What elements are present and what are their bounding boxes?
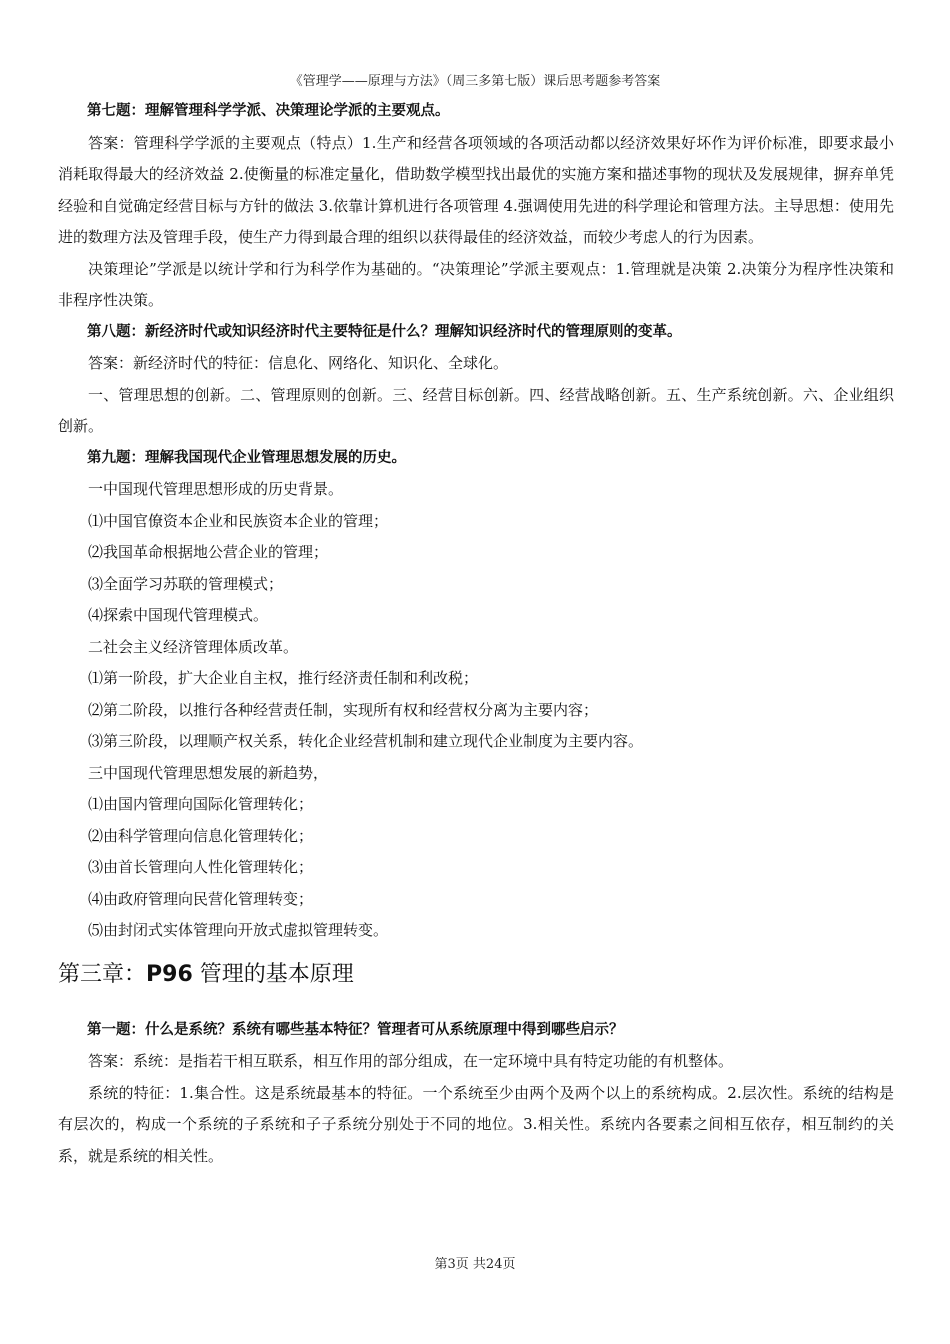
list-item: 二社会主义经济管理体质改革。 — [88, 637, 299, 656]
list-item: ⑵第二阶段，以推行各种经营责任制，实现所有权和经营权分离为主要内容； — [88, 700, 599, 719]
question-9-title: 第九题：理解我国现代企业管理思想发展的历史。 — [87, 449, 406, 466]
chapter-prefix: 第三章： — [58, 961, 147, 987]
list-item: ⑷由政府管理向民营化管理转变； — [88, 889, 314, 908]
list-item: ⑵由科学管理向信息化管理转化； — [88, 826, 314, 845]
page-header: 《管理学——原理与方法》（周三多第七版）课后思考题参考答案 — [289, 74, 661, 89]
list-item: ⑵我国革命根据地公营企业的管理； — [88, 543, 329, 561]
list-item: 一中国现代管理思想形成的历史背景。 — [88, 480, 344, 498]
list-item: ⑶全面学习苏联的管理模式； — [88, 574, 284, 593]
list-item: ⑷探索中国现代管理模式。 — [88, 606, 269, 624]
chapter-3-question-1-title: 第一题：什么是系统？系统有哪些基本特征？管理者可从系统原理中得到哪些启示？ — [87, 1021, 624, 1038]
question-7-paragraph-2: 决策理论”学派是以统计学和行为科学作为基础的。“决策理论”学派主要观点：1.管理就是决策 2.决策分为程序性决策和非程序性决策。 — [58, 259, 894, 309]
list-item: ⑴由国内管理向国际化管理转化； — [88, 795, 314, 813]
question-8-answer: 答案：新经济时代的特征：信息化、网络化、知识化、全球化。 — [88, 354, 509, 372]
chapter-page-ref: P96 — [146, 961, 193, 987]
list-item: ⑶第三阶段，以理顺产权关系，转化企业经营机制和建立现代企业制度为主要内容。 — [88, 732, 644, 750]
list-item: ⑴第一阶段，扩大企业自主权，推行经济责任制和利改税； — [88, 669, 479, 687]
list-item: 三中国现代管理思想发展的新趋势， — [88, 763, 329, 782]
chapter-title: 管理的基本原理 — [192, 961, 354, 987]
chapter-3-question-1-answer: 答案：系统：是指若干相互联系，相互作用的部分组成，在一定环境中具有特定功能的有机整体。 — [88, 1052, 734, 1070]
chapter-3-question-1-paragraph-2: 系统的特征：1.集合性。这是系统最基本的特征。一个系统至少由两个及两个以上的系统构成。2.层次性。系统的结构是有层次的，构成一个系统的子系统和子子系统分别处于不同的地位。3.相关性。系统内各要素之间相互依存，相互制约的关系，就是系统的相关性。 — [58, 1083, 894, 1165]
question-8-title: 第八题：新经济时代或知识经济时代主要特征是什么？理解知识经济时代的管理原则的变革。 — [87, 323, 682, 340]
list-item: ⑴中国官僚资本企业和民族资本企业的管理； — [88, 511, 389, 530]
question-7-title: 第七题：理解管理科学学派、决策理论学派的主要观点。 — [87, 103, 450, 119]
document-body — [58, 96, 894, 1172]
page-footer: 第3页 共24页 — [434, 1257, 516, 1272]
chapter-heading — [58, 955, 894, 995]
question-7-answer: 答案：管理科学学派的主要观点（特点）1.生产和经营各项领域的各项活动都以经济效果好坏作为评价标准，即要求最小消耗取得最大的经济效益 2.使衡量的标准定量化，借助数学模型找出最优的实施方案和描述事物的现状及发展规律，摒弃单凭经验和自觉确定经营目标与方针的做法 3.依靠计算机进行各项管理 4.强调使用先进的科学理论和管理方法。主导思想：使用先进的数理方法及管理手段，使生产力得到最合理的组织以获得最佳的经济效益，而较少考虑人的行为因素。 — [58, 133, 894, 246]
list-item: ⑸由封闭式实体管理向开放式虚拟管理转变。 — [88, 921, 389, 939]
question-8-paragraph-2: 一、管理思想的创新。二、管理原则的创新。三、经营目标创新。四、经营战略创新。五、生产系统创新。六、企业组织创新。 — [58, 385, 894, 435]
list-item: ⑶由首长管理向人性化管理转化； — [88, 858, 314, 876]
